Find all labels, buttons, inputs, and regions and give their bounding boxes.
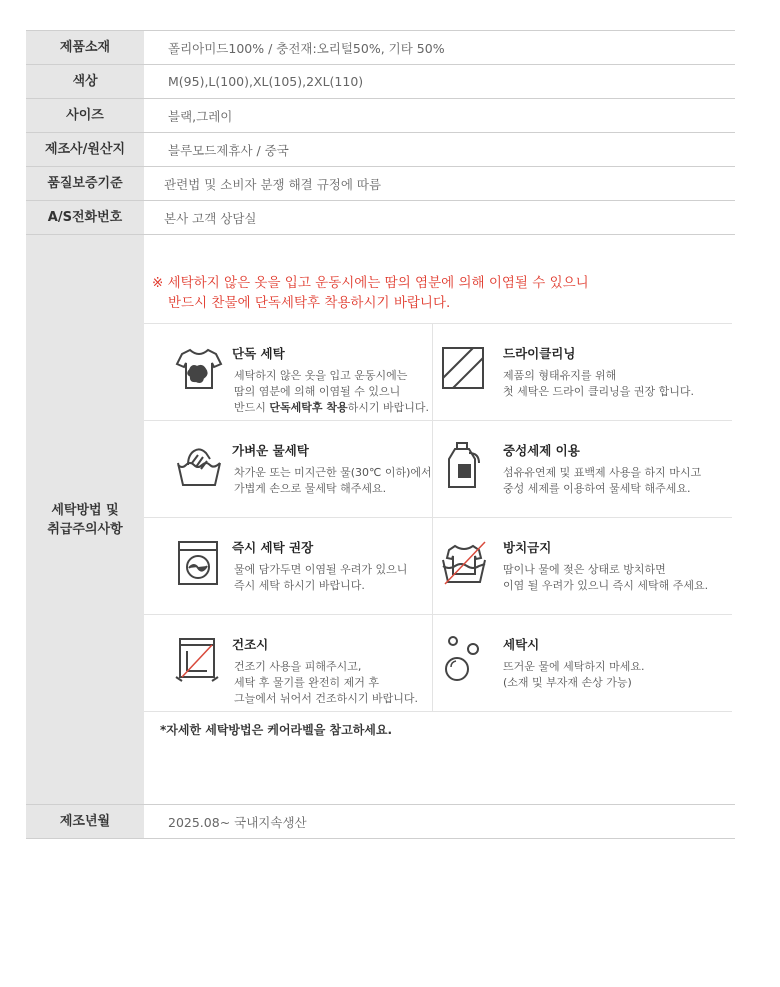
desc-line: (소재 및 부자재 손상 가능) [503,676,632,689]
care-grid-row [144,421,732,518]
desc-text: 하시기 바랍니다. [347,401,429,414]
row-material [26,31,735,65]
care-item-title: 건조시 [232,637,269,652]
care-grid-row [144,324,732,421]
label-size: 사이즈 [26,99,144,132]
row-care [26,235,735,805]
label-quality: 품질보증기준 [26,167,144,200]
label-material: 제품소재 [26,31,144,64]
desc-line: 중성 세제를 이용하여 물세탁 해주세요. [503,482,691,495]
value-size: 블랙,그레이 [168,108,233,124]
row-manufacture-date [26,805,735,839]
desc-line: 그늘에서 뉘어서 건조하시기 바랍니다. [234,692,419,705]
desc-line: 땀이나 물에 젖은 상태로 방치하면 [503,563,666,576]
care-item-title: 가벼운 물세탁 [232,443,309,458]
value-quality: 관련법 및 소비자 분쟁 해결 규정에 따름 [164,176,382,192]
care-item-desc [234,659,418,707]
desc-line: 세탁하지 않은 옷을 입고 운동시에는 [234,369,408,382]
desc-line: 제품의 형태유지를 위해 [503,369,617,382]
care-item-title: 방치금지 [503,540,552,555]
desc-line: 세탁 후 물기를 완전히 제거 후 [234,676,379,689]
value-color: M(95),L(100),XL(105),2XL(110) [168,74,364,89]
value-material: 폴리아미드100% / 충전재:오리털50%, 기타 50% [168,40,445,56]
row-manufacturer [26,133,735,167]
desc-line: 가볍게 손으로 물세탁 해주세요. [234,482,387,495]
desc-line: 차가운 또는 미지근한 물(30℃ 이하)에서 [234,466,432,479]
care-item-desc [234,465,432,497]
desc-line [234,400,429,416]
row-color [26,65,735,99]
label-as-phone: A/S전화번호 [26,201,144,234]
desc-line: 첫 세탁은 드라이 클리닝을 권장 합니다. [503,385,694,398]
care-item-desc [503,562,708,594]
care-content [144,235,735,804]
care-warning [152,273,589,313]
care-grid-row [144,518,732,615]
desc-line: 땀의 염분에 의해 이염될 수 있으니 [234,385,401,398]
desc-bold-text: 단독세탁후 착용 [269,401,348,414]
detergent-bottle-icon [439,441,489,491]
tshirt-wash-icon [174,344,224,394]
no-tumble-dry-icon [174,635,224,685]
label-manufacture-date: 제조년월 [26,805,144,838]
washing-machine-icon [174,538,224,588]
bubbles-icon [439,635,489,685]
desc-line: 건조기 사용을 피해주시고, [234,660,362,673]
desc-line: 이염 될 우려가 있으니 즉시 세탁해 주세요. [503,579,709,592]
care-item-desc [503,465,701,497]
label-care-line2: 취급주의사항 [47,521,123,537]
product-info-table [26,30,735,839]
care-item-title: 즉시 세탁 권장 [232,540,314,555]
row-size [26,99,735,133]
care-item-hand-wash [144,421,433,517]
desc-line: 뜨거운 물에 세탁하지 마세요. [503,660,645,673]
care-item-desc [503,659,645,691]
dry-cleaning-icon [439,344,489,394]
desc-line: 즉시 세탁 하시기 바랍니다. [234,579,365,592]
care-item-dry-cleaning [433,324,721,420]
care-item-immediate-wash [144,518,433,614]
label-care [26,235,144,804]
care-item-drying [144,615,433,711]
desc-text: 반드시 [234,401,270,414]
care-item-title: 드라이클리닝 [503,346,576,361]
care-item-desc [234,368,429,416]
care-item-washing [433,615,721,711]
label-care-line1: 세탁방법 및 [51,502,119,518]
desc-line: 섬유유연제 및 표백제 사용을 하지 마시고 [503,466,702,479]
value-manufacture-date: 2025.08~ 국내지속생산 [168,814,307,830]
care-item-neutral-detergent [433,421,721,517]
care-warning-line1: ※ 세탁하지 않은 옷을 입고 운동시에는 땀의 염분에 의해 이염될 수 있으니 [152,275,589,291]
care-item-no-leaving [433,518,721,614]
care-item-desc [503,368,694,400]
hand-wash-icon [174,441,224,491]
row-quality [26,167,735,201]
row-as-phone [26,201,735,235]
label-color: 색상 [26,65,144,98]
value-manufacturer: 블루모드제휴사 / 중국 [168,142,289,158]
value-as-phone: 본사 고객 상담실 [164,210,257,226]
care-note: *자세한 세탁방법은 케어라벨을 참고하세요. [160,723,393,737]
desc-line: 물에 담가두면 이염될 우려가 있으니 [234,563,408,576]
care-grid [144,323,732,712]
care-item-title: 중성세제 이용 [503,443,580,458]
label-manufacturer: 제조사/원산지 [26,133,144,166]
care-item-title: 단독 세탁 [232,346,285,361]
care-warning-line2: 반드시 찬물에 단독세탁후 착용하시기 바랍니다. [168,295,451,311]
no-soaking-icon [439,538,489,588]
care-item-separate-wash [144,324,433,420]
care-grid-row [144,615,732,712]
care-item-desc [234,562,407,594]
care-item-title: 세탁시 [503,637,540,652]
